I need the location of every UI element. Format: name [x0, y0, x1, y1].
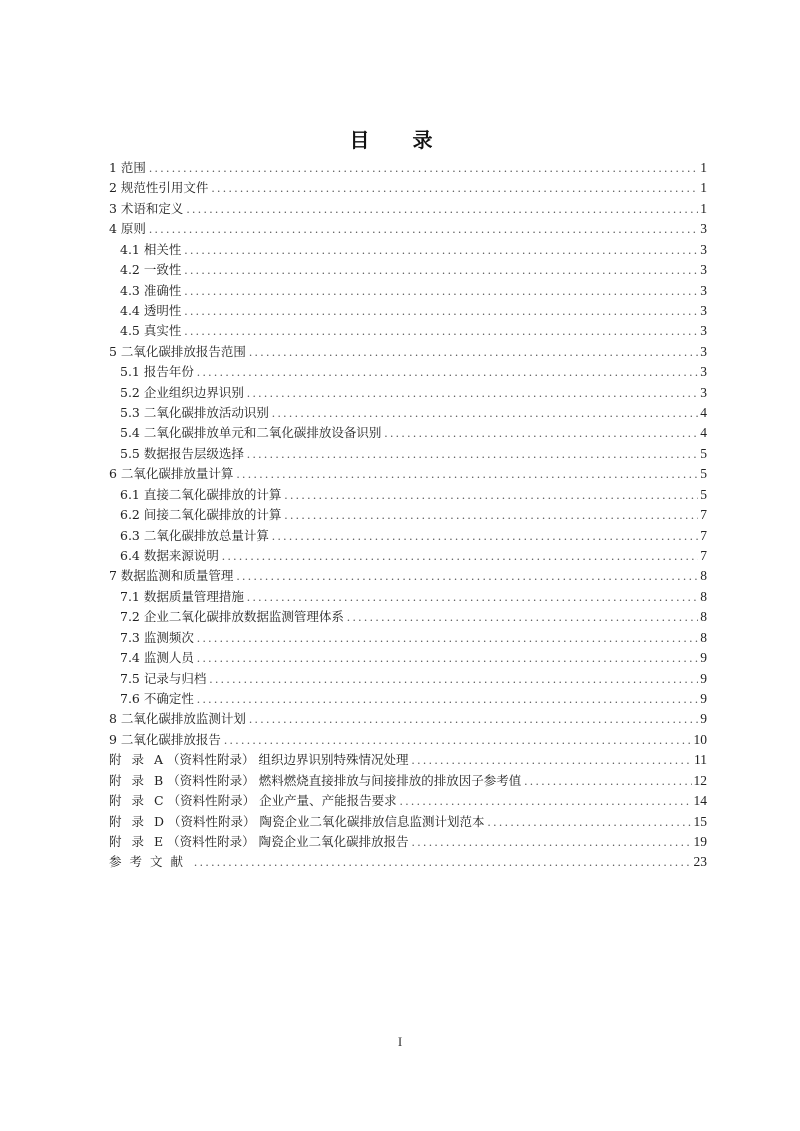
dot-leader	[211, 178, 698, 198]
dot-leader	[184, 240, 698, 260]
toc-entry-label: 7.5 记录与归档	[120, 670, 207, 686]
dot-leader	[249, 709, 698, 729]
appendix-title: 陶瓷企业二氧化碳排放信息监测计划范本	[259, 813, 485, 829]
toc-subentry[interactable]	[109, 383, 707, 403]
toc-entry-page: 11	[694, 752, 707, 768]
toc-entry-page: 19	[693, 833, 707, 849]
toc-entry-page: 23	[693, 854, 707, 870]
toc-entry-page: 14	[693, 793, 707, 809]
toc-entry-page: 8	[700, 588, 707, 604]
toc-subentry[interactable]	[109, 587, 707, 607]
toc-subentry[interactable]	[109, 648, 707, 668]
toc-entry-label: 4.1 相关性	[120, 241, 182, 257]
toc-entry-label: 6 二氧化碳排放量计算	[109, 466, 234, 482]
toc-entry-label: 4.4 透明性	[120, 302, 182, 318]
dot-leader	[197, 648, 698, 668]
toc-subentry[interactable]	[109, 444, 707, 464]
toc-entry[interactable]	[109, 158, 707, 178]
toc-entry-page: 3	[700, 364, 707, 380]
appendix-type: （资料性附录）	[167, 833, 255, 849]
toc-entry-page: 3	[700, 384, 707, 400]
toc-entry-page: 7	[700, 548, 707, 564]
toc-entry-label: 9 二氧化碳排放报告	[109, 731, 221, 747]
references-entry[interactable]	[109, 852, 707, 872]
toc-entry-page: 9	[700, 711, 707, 727]
toc-subentry[interactable]	[109, 281, 707, 301]
appendix-title: 陶瓷企业二氧化碳排放报告	[258, 833, 409, 849]
toc-entry-label: 7.1 数据质量管理措施	[120, 588, 244, 604]
dot-leader	[488, 812, 692, 832]
toc-entry-page: 4	[700, 425, 707, 441]
toc-subentry[interactable]	[109, 546, 707, 566]
toc-entry-label: 5.4 二氧化碳排放单元和二氧化碳排放设备识别	[120, 425, 382, 441]
references-label: 参考文献	[109, 854, 192, 870]
dot-leader	[194, 852, 691, 872]
appendix-label	[109, 750, 412, 770]
toc-entry-label: 6.1 直接二氧化碳排放的计算	[120, 486, 282, 502]
toc-entry[interactable]	[109, 709, 707, 729]
toc-subentry[interactable]	[109, 669, 707, 689]
dot-leader	[400, 791, 692, 811]
dot-leader	[247, 383, 698, 403]
toc-entry[interactable]	[109, 464, 707, 484]
toc-entry-label: 6.3 二氧化碳排放总量计算	[120, 527, 269, 543]
dot-leader	[197, 628, 698, 648]
dot-leader	[197, 689, 698, 709]
toc-entry-page: 1	[700, 200, 707, 216]
appendix-prefix: 附录	[109, 833, 155, 849]
toc-entry-page: 3	[700, 262, 707, 278]
dot-leader	[197, 362, 698, 382]
toc-subentry[interactable]	[109, 240, 707, 260]
toc-entry-page: 8	[700, 609, 707, 625]
toc-entry-page: 5	[700, 445, 707, 461]
toc-entry[interactable]	[109, 342, 707, 362]
dot-leader	[412, 750, 692, 770]
dot-leader	[184, 281, 698, 301]
toc-entry-page: 3	[700, 221, 707, 237]
dot-leader	[149, 158, 698, 178]
toc-subentry[interactable]	[109, 485, 707, 505]
dot-leader	[184, 321, 698, 341]
toc-entry-label: 4.3 准确性	[120, 282, 182, 298]
appendix-entry-d[interactable]	[109, 812, 707, 832]
toc-subentry[interactable]	[109, 362, 707, 382]
appendix-title: 组织边界识别特殊情况处理	[258, 752, 409, 768]
toc-subentry[interactable]	[109, 505, 707, 525]
toc-entry-label: 7 数据监测和质量管理	[109, 568, 234, 584]
dot-leader	[524, 771, 691, 791]
dot-leader	[247, 587, 698, 607]
dot-leader	[284, 505, 698, 525]
toc-entry-page: 1	[700, 180, 707, 196]
toc-entry[interactable]	[109, 730, 707, 750]
toc-entry-label: 5.2 企业组织边界识别	[120, 384, 244, 400]
toc-entry-page: 10	[693, 731, 707, 747]
toc-entry-page: 1	[700, 160, 707, 175]
appendix-entry-b[interactable]	[109, 771, 707, 791]
toc-entry[interactable]	[109, 219, 707, 239]
appendix-letter: E	[154, 833, 164, 849]
toc-entry-page: 9	[700, 670, 707, 686]
toc-entry-label: 7.3 监测频次	[120, 629, 194, 645]
toc-entry-label: 4.2 一致性	[120, 262, 182, 278]
appendix-entry-c[interactable]	[109, 791, 707, 811]
appendix-label	[109, 812, 488, 832]
appendix-letter: D	[154, 813, 165, 829]
dot-leader	[184, 260, 698, 280]
toc-entry[interactable]	[109, 199, 707, 219]
toc-entry-page: 9	[700, 650, 707, 666]
appendix-letter: C	[154, 793, 164, 809]
toc-entry-label: 3 术语和定义	[109, 200, 184, 216]
appendix-entry-e[interactable]	[109, 832, 707, 852]
toc-entry-page: 3	[700, 343, 707, 359]
toc-entry-page: 5	[700, 486, 707, 502]
appendix-title: 燃料燃烧直接排放与间接排放的排放因子参考值	[258, 772, 522, 788]
appendix-label	[109, 791, 400, 811]
toc-entry-label: 6.4 数据来源说明	[120, 548, 219, 564]
dot-leader	[384, 423, 698, 443]
toc-entry-page: 3	[700, 302, 707, 318]
dot-leader	[412, 832, 692, 852]
toc-subentry[interactable]	[109, 607, 707, 627]
dot-leader	[236, 566, 698, 586]
appendix-label	[109, 771, 524, 791]
toc-entry-label: 6.2 间接二氧化碳排放的计算	[120, 507, 282, 523]
toc-entry-label: 5 二氧化碳排放报告范围	[109, 343, 246, 359]
toc-entry[interactable]	[109, 178, 707, 198]
appendix-prefix: 附录	[109, 813, 155, 829]
appendix-type: （资料性附录）	[168, 813, 256, 829]
dot-leader	[149, 219, 698, 239]
toc-subentry[interactable]	[109, 526, 707, 546]
appendix-prefix: 附录	[109, 752, 155, 768]
toc-entry-page: 12	[693, 772, 707, 788]
toc-entry-page: 7	[700, 527, 707, 543]
dot-leader	[222, 546, 698, 566]
appendix-entry-a[interactable]	[109, 750, 707, 770]
toc-entry-page: 4	[700, 405, 707, 421]
dot-leader	[284, 485, 698, 505]
toc-subentry[interactable]	[109, 301, 707, 321]
toc-subentry[interactable]	[109, 628, 707, 648]
dot-leader	[186, 199, 698, 219]
toc-subentry[interactable]	[109, 423, 707, 443]
dot-leader	[184, 301, 698, 321]
table-of-contents	[109, 158, 707, 873]
toc-entry-page: 15	[693, 813, 707, 829]
page-number: I	[397, 1034, 403, 1049]
dot-leader	[272, 403, 698, 423]
dot-leader	[236, 464, 698, 484]
toc-subentry[interactable]	[109, 321, 707, 341]
toc-subentry[interactable]	[109, 689, 707, 709]
toc-entry-label: 4.5 真实性	[120, 323, 182, 339]
appendix-title: 企业产量、产能报告要求	[259, 793, 397, 809]
appendix-prefix: 附录	[109, 772, 155, 788]
dot-leader	[209, 669, 698, 689]
toc-entry-page: 3	[700, 282, 707, 298]
toc-entry-label: 7.2 企业二氧化碳排放数据监测管理体系	[120, 609, 344, 625]
appendix-letter: B	[154, 772, 164, 788]
page-title: 目 录	[349, 128, 451, 152]
appendix-type: （资料性附录）	[167, 793, 256, 809]
dot-leader	[224, 730, 692, 750]
toc-entry-label: 5.3 二氧化碳排放活动识别	[120, 405, 269, 421]
toc-entry-label: 1 范围	[109, 160, 146, 175]
appendix-type: （资料性附录）	[167, 772, 255, 788]
appendix-prefix: 附录	[109, 793, 155, 809]
toc-entry-label: 5.5 数据报告层级选择	[120, 445, 244, 461]
toc-entry-label: 4 原则	[109, 221, 146, 237]
toc-entry-page: 3	[700, 241, 707, 257]
toc-subentry[interactable]	[109, 403, 707, 423]
toc-entry-page: 8	[700, 629, 707, 645]
appendix-label	[109, 832, 412, 852]
dot-leader	[347, 607, 698, 627]
toc-entry-page: 7	[700, 507, 707, 523]
toc-entry-label: 5.1 报告年份	[120, 364, 194, 380]
toc-entry[interactable]	[109, 566, 707, 586]
dot-leader	[247, 444, 698, 464]
dot-leader	[272, 526, 698, 546]
toc-subentry[interactable]	[109, 260, 707, 280]
toc-entry-label: 2 规范性引用文件	[109, 180, 209, 196]
appendix-letter: A	[154, 752, 164, 768]
toc-entry-page: 9	[700, 690, 707, 706]
toc-entry-page: 5	[700, 466, 707, 482]
toc-entry-page: 8	[700, 568, 707, 584]
toc-entry-label: 7.6 不确定性	[120, 690, 194, 706]
toc-entry-page: 3	[700, 323, 707, 339]
dot-leader	[249, 342, 698, 362]
appendix-type: （资料性附录）	[167, 752, 255, 768]
toc-entry-label: 7.4 监测人员	[120, 650, 194, 666]
toc-entry-label: 8 二氧化碳排放监测计划	[109, 711, 246, 727]
